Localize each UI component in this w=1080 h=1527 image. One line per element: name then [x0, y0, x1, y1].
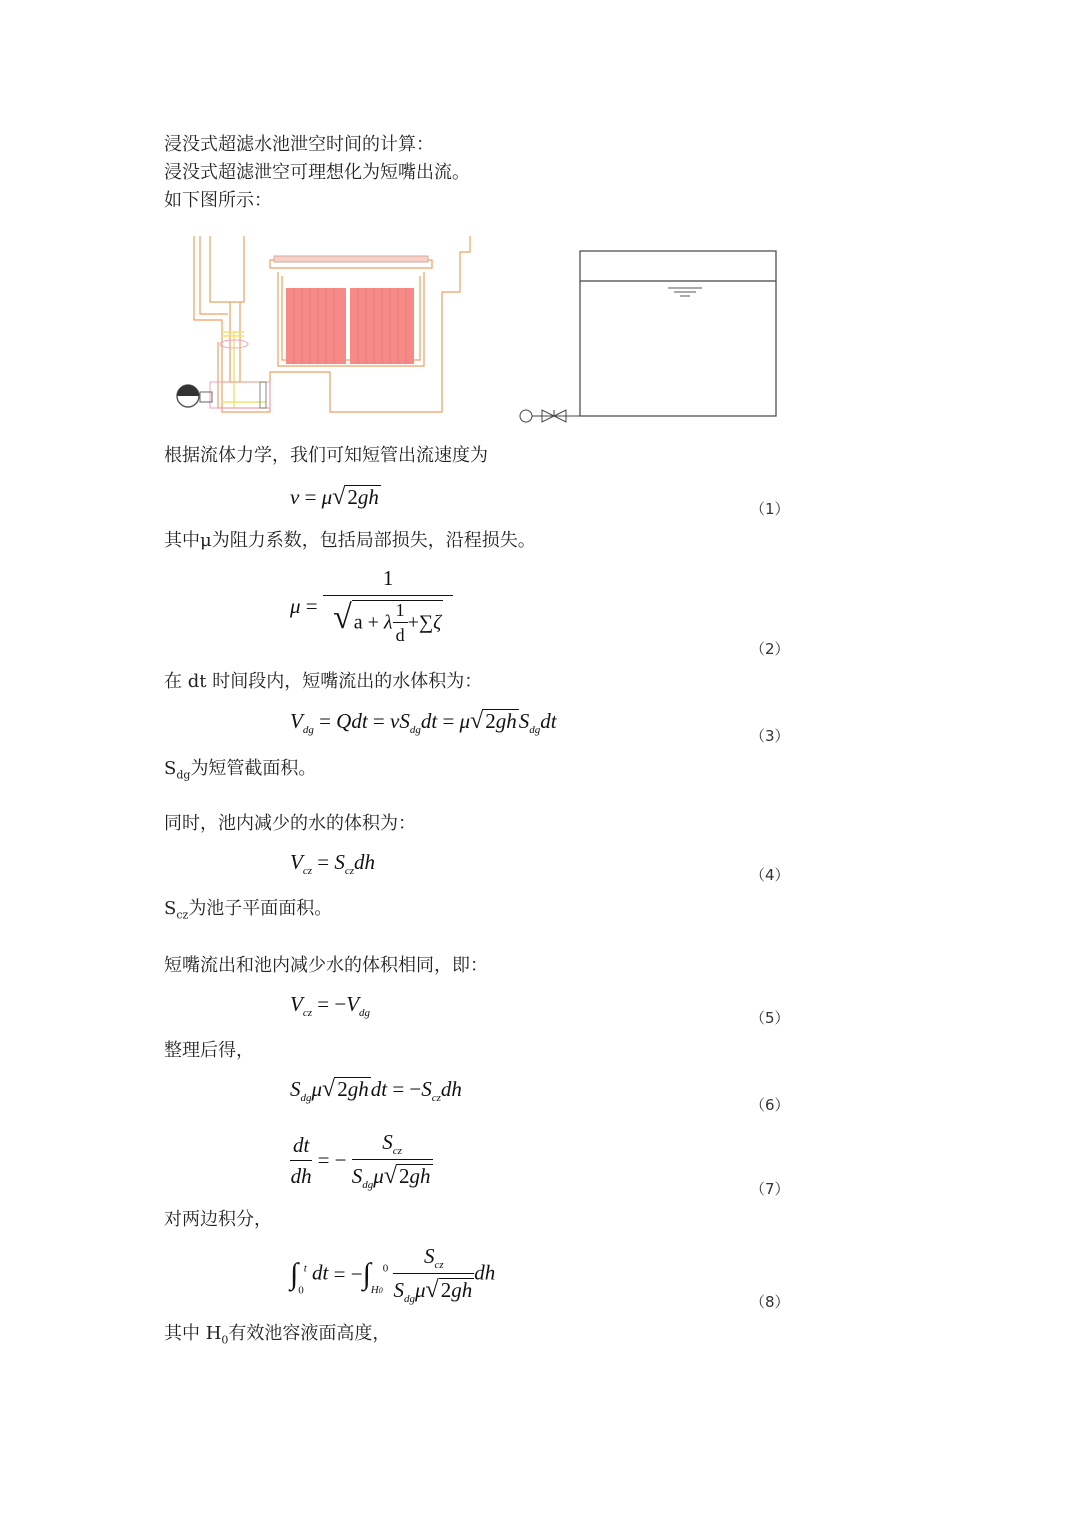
equation-number-8: （8）	[750, 1293, 790, 1311]
equation-6: $S_{dg}\mu√2ghdt = -S_{cz}dh$	[290, 1076, 462, 1104]
equation-2: μ = 1 √ a + λ $\frac{1}{d}$ +∑ζ	[290, 566, 453, 646]
dt-volume-text: 在 dt 时间段内，短嘴流出的水体积为：	[164, 671, 483, 692]
outlet-pump-icon	[520, 410, 532, 422]
water-level-icon	[668, 288, 702, 296]
equation-number-1: （1）	[750, 500, 790, 518]
tank-schematic	[512, 246, 782, 426]
equation-1: v = μ√2gh	[290, 484, 379, 510]
equation-3: $V_{dg}$ = Qdt = $vS_{dg}dt = \mu√2ghS_{dg}dt$	[290, 708, 557, 736]
intro-text: 浸没式超滤泄空可理想化为短嘴出流。	[164, 162, 470, 183]
figure-caption: 如下图所示：	[164, 190, 272, 211]
fluid-mechanics-text: 根据流体力学，我们可知短管出流速度为	[164, 445, 488, 466]
membrane-tank-drawing	[170, 232, 500, 432]
equation-number-2: （2）	[750, 640, 790, 658]
rearranged-text: 整理后得，	[164, 1040, 254, 1061]
equation-number-6: （6）	[750, 1096, 790, 1114]
equation-8: $\int_0^t$ dt = $-\int_{H0}^0$ $\frac{S_{cz}}{S_{dg}\mu√2gh}$ dh	[290, 1244, 496, 1305]
equation-number-3: （3）	[750, 727, 790, 745]
mu-description: 其中μ为阻力系数，包括局部损失，沿程损失。	[164, 530, 536, 551]
pool-reduction-text: 同时，池内减少的水的体积为：	[164, 813, 416, 834]
integrate-text: 对两边积分，	[164, 1209, 272, 1230]
membrane-module-left	[286, 288, 346, 364]
title: 浸没式超滤水池泄空时间的计算：	[164, 134, 434, 155]
equation-number-7: （7）	[750, 1180, 790, 1198]
pump-icon	[177, 385, 199, 407]
equation-number-5: （5）	[750, 1009, 790, 1027]
sdg-description: $S_{dg}$为短管截面积。	[164, 758, 317, 782]
equation-5: $V_{cz} = -V_{dg}$	[290, 992, 371, 1019]
equation-4: $V_{cz} = S_{cz}dh$	[290, 850, 376, 877]
scz-description: $S_{cz}$为池子平面面积。	[164, 898, 333, 922]
h0-description: 其中 $H_0$有效池容液面高度，	[164, 1323, 391, 1347]
equation-7: $\frac{dt}{dh}$ = − $\frac{S_{cz}}{S_{dg}\mu√2gh}$	[290, 1130, 431, 1191]
equal-volume-text: 短嘴流出和池内减少水的体积相同，即：	[164, 955, 488, 976]
equation-number-4: （4）	[750, 866, 790, 884]
